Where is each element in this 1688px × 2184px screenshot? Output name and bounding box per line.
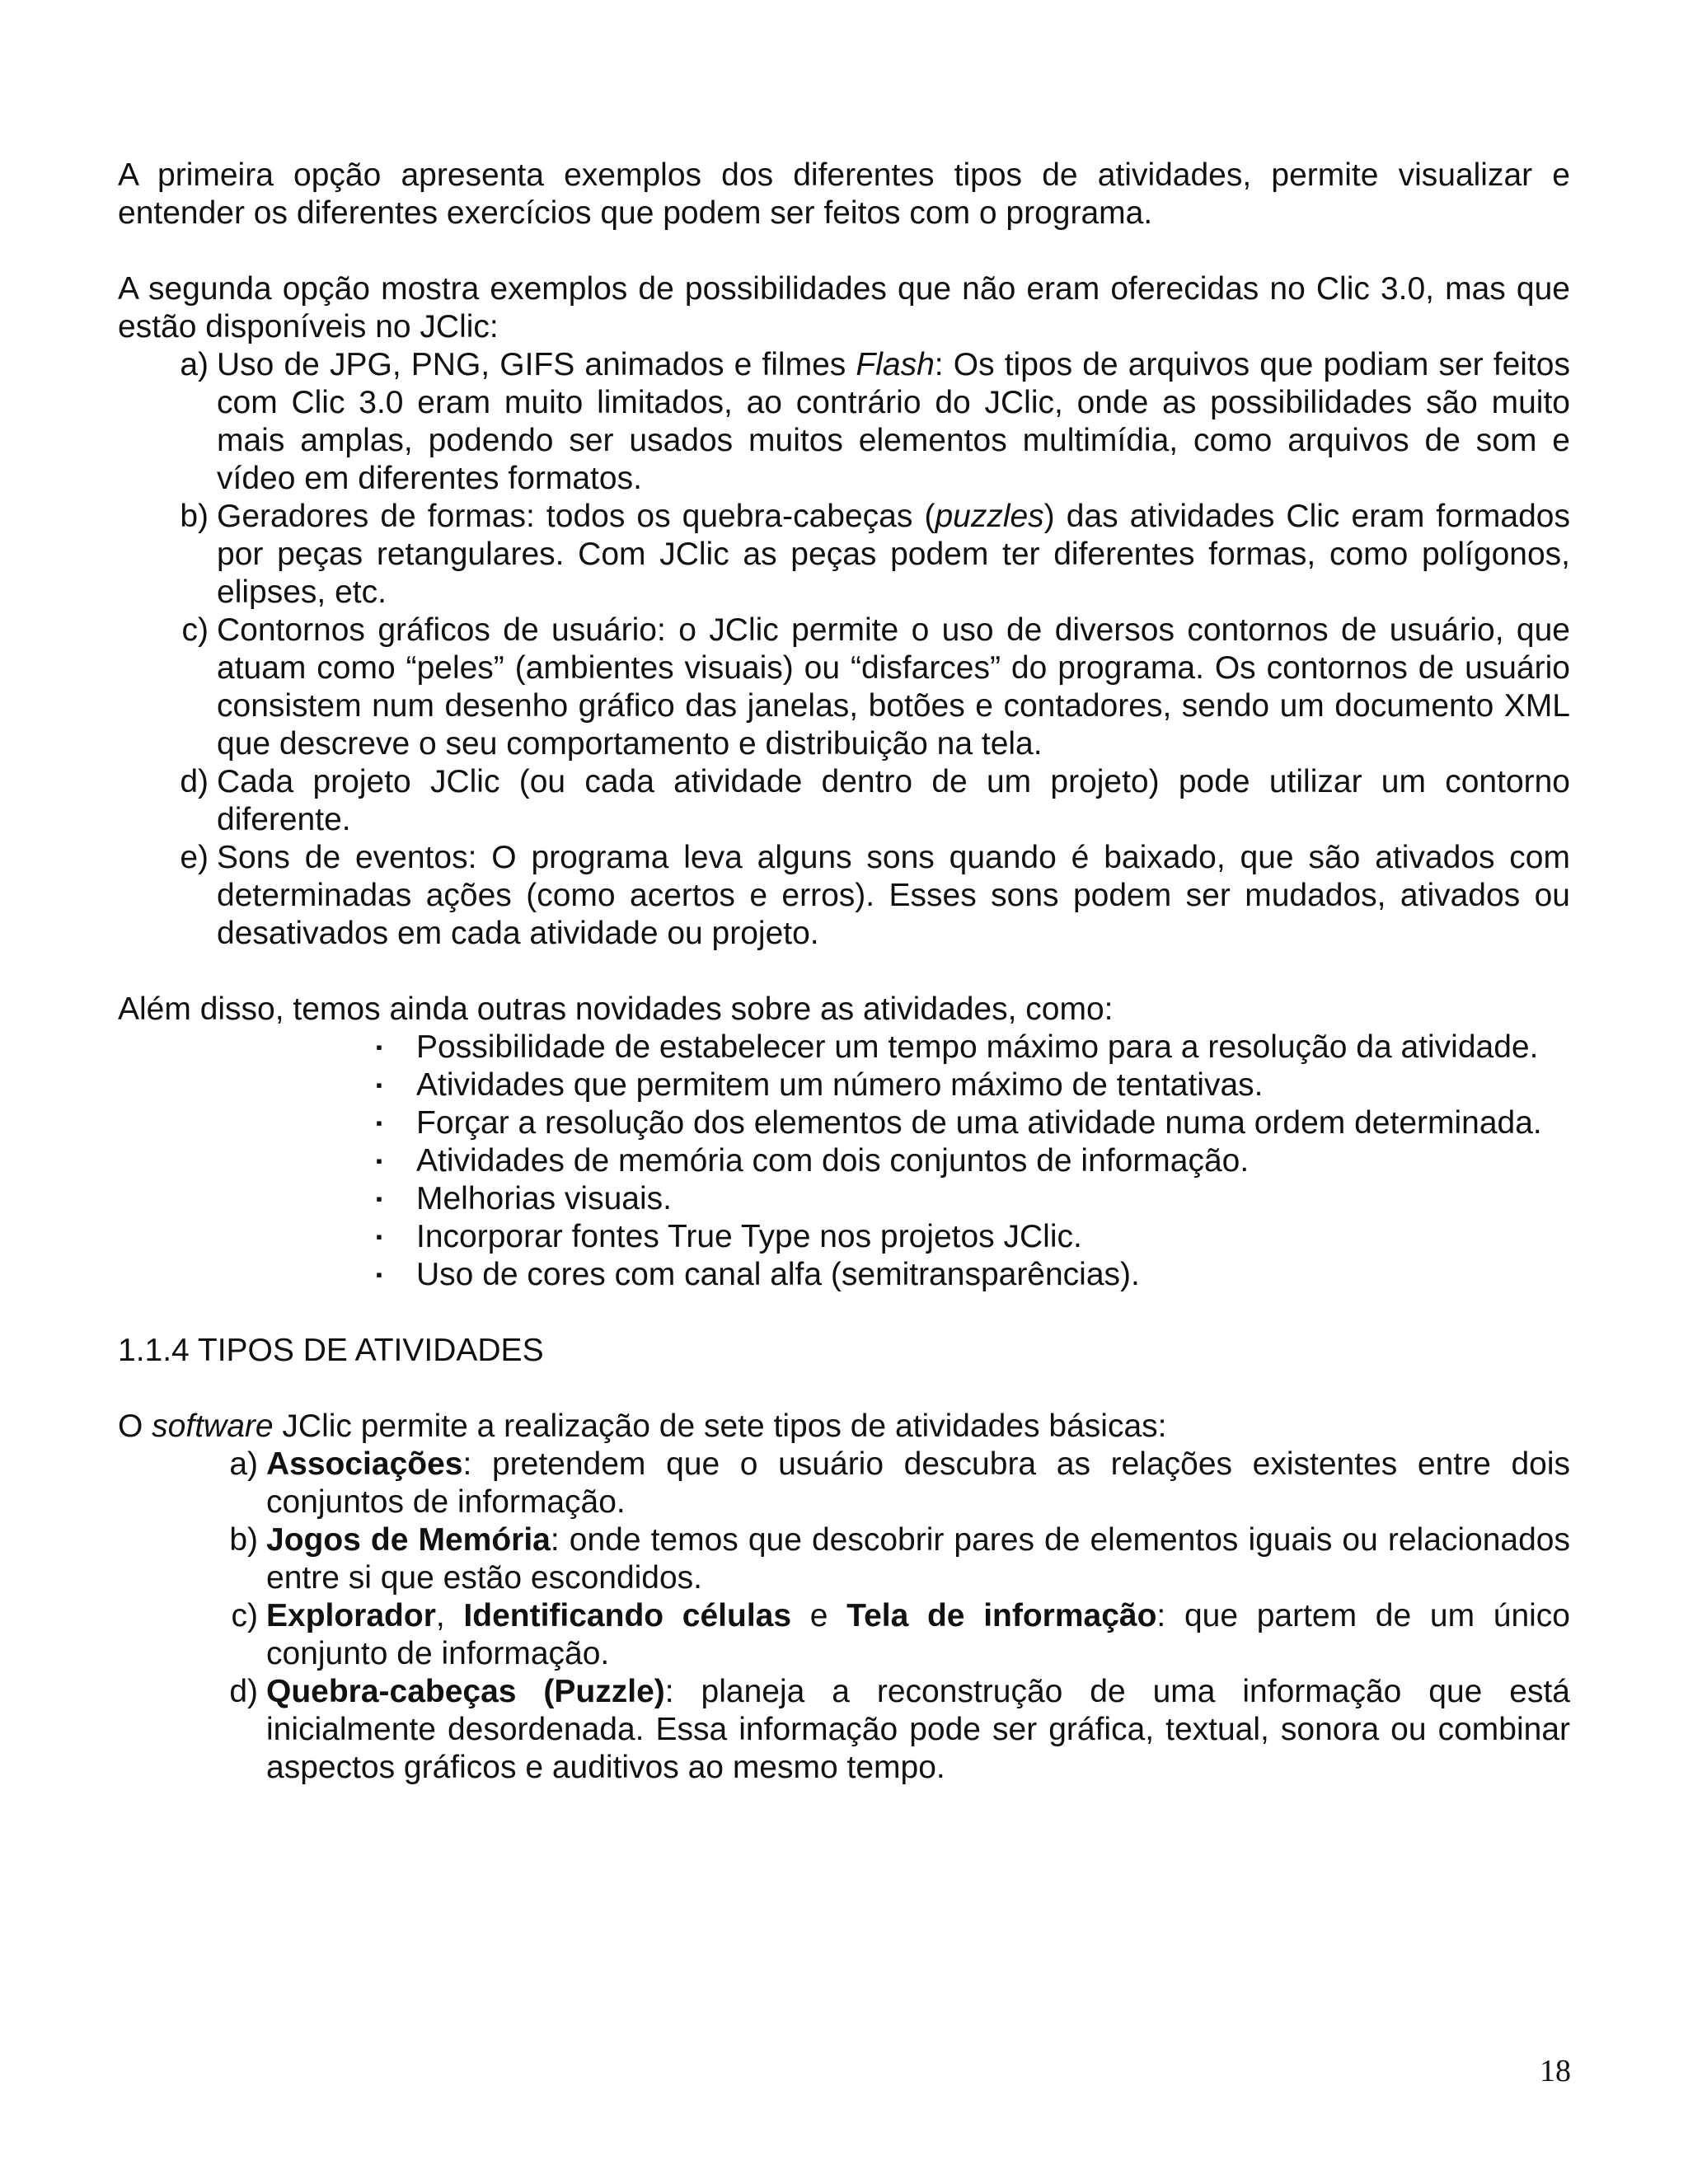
document-page <box>118 157 1570 1787</box>
activity-name: Quebra-cabeças (Puzzle) <box>266 1674 665 1709</box>
list-item <box>180 839 1570 953</box>
paragraph-first-option: A primeira opção apresenta exemplos dos diferentes tipos de atividades, permite visualizar e entender os diferentes exercícios que podem ser feitos com o programa. <box>118 157 1570 231</box>
list-marker: d) <box>229 1674 258 1709</box>
bullet-text: Atividades que permitem um número máximo de tentativas. <box>416 1067 1264 1103</box>
bullet-item <box>376 1180 1570 1218</box>
bullet-text: Melhorias visuais. <box>416 1181 672 1216</box>
list-item-text: Contornos gráficos de usuário: o JClic permite o uso de diversos contornos de usuário, que atuam como “peles” (ambientes visuais) ou “disfarces” do programa. Os contornos de usuário consistem num desenho gráfico das janelas, botões e contadores, sendo um documento XML que descreve o seu comportamento e distribuição na tela. <box>217 612 1570 762</box>
activity-name: Explorador <box>266 1598 436 1633</box>
bullet-text: Atividades de memória com dois conjuntos de informação. <box>416 1143 1250 1179</box>
activity-types-list <box>229 1446 1570 1787</box>
list-item <box>180 346 1570 498</box>
list-item-emphasis: Flash <box>856 347 935 382</box>
square-bullet-icon: ▪ <box>376 1075 382 1095</box>
list-item <box>180 498 1570 612</box>
bullet-item <box>376 1104 1570 1142</box>
list-item-emphasis: puzzles <box>935 499 1044 534</box>
bullet-item <box>376 1029 1570 1066</box>
bullet-text: Incorporar fontes True Type nos projetos JClic. <box>416 1219 1082 1254</box>
bullet-text: Uso de cores com canal alfa (semitransparências). <box>416 1257 1140 1292</box>
list-item-text: : onde temos que descobrir pares de elementos iguais ou relacionados entre si que estão escondidos. <box>266 1522 1570 1596</box>
bullet-text: Possibilidade de estabelecer um tempo máximo para a resolução da atividade. <box>416 1029 1539 1065</box>
list-marker: b) <box>180 499 209 534</box>
list-marker: a) <box>229 1446 258 1482</box>
list-item-text: : Os tipos de arquivos que podiam ser feitos com Clic 3.0 eram muito limitados, ao contrário do JClic, onde as possibilidades são muito mais amplas, podendo ser usados muitos elementos multimídia, como arquivos de som e vídeo em diferentes formatos. <box>217 347 1570 496</box>
novelties-bullet-list <box>376 1029 1570 1294</box>
list-item-text: e <box>791 1598 847 1633</box>
paragraph-text: JClic permite a realização de sete tipos de atividades básicas: <box>273 1408 1167 1444</box>
bullet-item <box>376 1142 1570 1180</box>
list-marker: e) <box>180 840 209 875</box>
paragraph-emphasis: software <box>152 1408 274 1444</box>
square-bullet-icon: ▪ <box>376 1226 382 1247</box>
list-item <box>181 612 1570 763</box>
list-item-text: , <box>435 1598 464 1633</box>
page-number: 18 <box>1540 2054 1571 2088</box>
list-item-text: Uso de JPG, PNG, GIFS animados e filmes <box>217 347 856 382</box>
activity-name: Tela de informação <box>846 1598 1157 1633</box>
square-bullet-icon: ▪ <box>376 1188 382 1209</box>
square-bullet-icon: ▪ <box>376 1113 382 1133</box>
jclic-possibilities-list <box>180 346 1570 953</box>
list-item-text: Geradores de formas: todos os quebra-cabeças ( <box>217 499 935 534</box>
list-marker: b) <box>229 1522 258 1558</box>
paragraph-text: O <box>118 1408 152 1444</box>
bullet-text: Forçar a resolução dos elementos de uma atividade numa ordem determinada. <box>416 1105 1542 1141</box>
paragraph-activity-types-intro <box>118 1408 1570 1446</box>
list-marker: c) <box>181 612 209 648</box>
activity-name: Jogos de Memória <box>266 1522 551 1558</box>
list-item-text: : que partem de um único conjunto de informação. <box>266 1598 1570 1671</box>
list-item-text: Sons de eventos: O programa leva alguns sons quando é baixado, que são ativados com determinadas ações (como acertos e erros). Esses sons podem ser mudados, ativados ou desativados em cada atividade ou projeto. <box>217 840 1570 951</box>
activity-name: Associações <box>266 1446 463 1482</box>
section-heading: 1.1.4 TIPOS DE ATIVIDADES <box>118 1333 544 1368</box>
square-bullet-icon: ▪ <box>376 1264 382 1285</box>
list-item-text: : planeja a reconstrução de uma informação que está inicialmente desordenada. Essa informação pode ser gráfica, textual, sonora ou combinar aspectos gráficos e auditivos ao mesmo tempo. <box>266 1674 1570 1785</box>
list-item-text: : pretendem que o usuário descubra as relações existentes entre dois conjuntos de informação. <box>266 1446 1570 1520</box>
list-item-text: Cada projeto JClic (ou cada atividade dentro de um projeto) pode utilizar um contorno diferente. <box>217 764 1570 837</box>
square-bullet-icon: ▪ <box>376 1151 382 1171</box>
list-marker: d) <box>180 764 209 799</box>
list-marker: c) <box>231 1598 258 1633</box>
list-item <box>229 1446 1570 1521</box>
list-item <box>229 1673 1570 1787</box>
list-item-text: ) das atividades Clic eram formados por peças retangulares. Com JClic as peças podem ter diferentes formas, como polígonos, elipses, etc. <box>217 499 1570 610</box>
bullet-item <box>376 1256 1570 1294</box>
activity-name: Identificando células <box>463 1598 792 1633</box>
paragraph-second-option: A segunda opção mostra exemplos de possibilidades que não eram oferecidas no Clic 3.0, mas que estão disponíveis no JClic: <box>118 271 1570 344</box>
list-marker: a) <box>180 347 209 382</box>
bullet-item <box>376 1066 1570 1104</box>
square-bullet-icon: ▪ <box>376 1037 382 1057</box>
list-item <box>231 1597 1570 1673</box>
list-item <box>180 763 1570 839</box>
list-item <box>229 1521 1570 1597</box>
bullet-item <box>376 1218 1570 1256</box>
paragraph-novelties-intro: Além disso, temos ainda outras novidades sobre as atividades, como: <box>118 991 1114 1027</box>
